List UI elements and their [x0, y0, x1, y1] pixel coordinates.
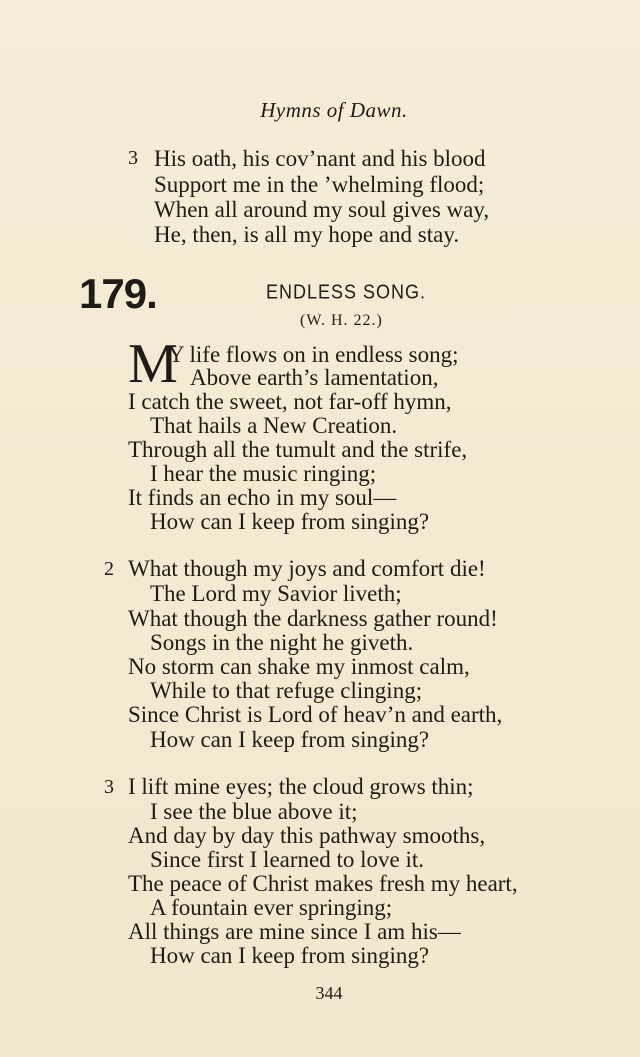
stanza-line: And day by day this pathway smooths, [128, 823, 486, 848]
stanza-line: Since first I learned to love it. [150, 847, 425, 872]
stanza-line: How can I keep from singing? [150, 509, 430, 534]
stanza-line: Support me in the ’whelming flood; [154, 172, 485, 197]
running-head: Hymns of Dawn. [260, 98, 408, 122]
stanza-line: What though the darkness gather round! [128, 606, 498, 631]
stanza-line: Through all the tumult and the strife, [128, 437, 468, 462]
stanza-line: I see the blue above it; [150, 799, 358, 824]
stanza-number: 3 [128, 147, 138, 169]
hymn-title: ENDLESS SONG. [266, 280, 427, 303]
stanza-line: Y life flows on in endless song; [168, 342, 459, 367]
stanza-number: 2 [104, 558, 114, 580]
stanza-line: All things are mine since I am his— [128, 919, 461, 944]
stanza-line: How can I keep from singing? [150, 727, 430, 752]
stanza-line: No storm can shake my inmost calm, [128, 654, 470, 679]
stanza-line: A fountain ever springing; [150, 895, 393, 920]
stanza-line: How can I keep from singing? [150, 943, 430, 968]
stanza-line: His oath, his cov’nant and his blood [154, 146, 486, 171]
stanza-line: Since Christ is Lord of heav’n and earth, [128, 702, 503, 727]
stanza-line: The Lord my Savior liveth; [150, 581, 402, 606]
stanza-line: It finds an echo in my soul— [128, 485, 397, 510]
drop-cap: M [128, 333, 178, 395]
stanza-line: He, then, is all my hope and stay. [154, 222, 460, 247]
hymn-number: 179. [79, 270, 157, 317]
stanza-line: While to that refuge clinging; [150, 678, 423, 703]
stanza-line: When all around my soul gives way, [154, 197, 490, 222]
stanza-line: That hails a New Creation. [150, 413, 398, 438]
stanza-line: What though my joys and comfort die! [128, 556, 486, 581]
stanza-line: The peace of Christ makes fresh my heart, [128, 871, 518, 896]
stanza-number: 3 [104, 776, 114, 798]
stanza-line: I hear the music ringing; [150, 461, 377, 486]
stanza-line: I lift mine eyes; the cloud grows thin; [128, 774, 474, 799]
page-number: 344 [315, 983, 343, 1003]
stanza-line: Above earth’s lamentation, [190, 365, 439, 390]
stanza-line: I catch the sweet, not far-off hymn, [128, 389, 452, 414]
stanza-line: Songs in the night he giveth. [150, 630, 414, 655]
tune-reference: (W. H. 22.) [300, 312, 383, 329]
